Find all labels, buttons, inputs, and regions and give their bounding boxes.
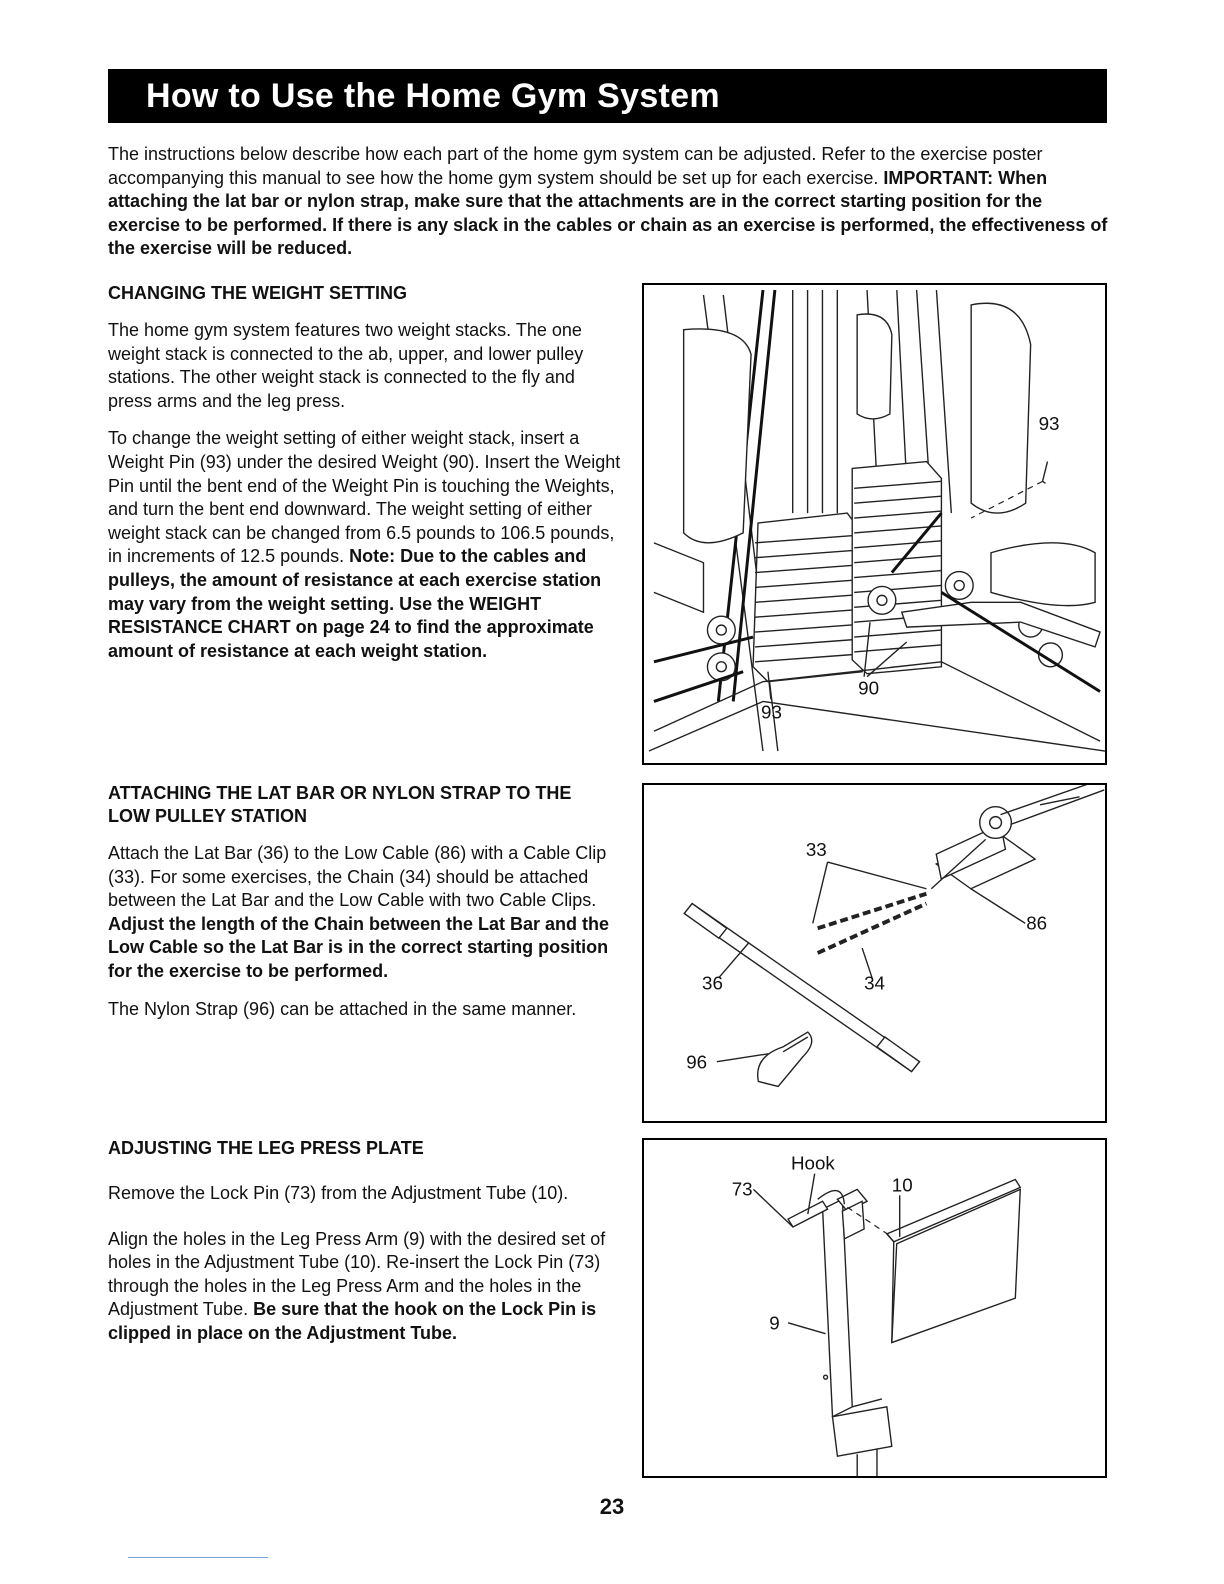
title-banner bbox=[108, 69, 1107, 123]
weight-setting-p2 bbox=[108, 427, 623, 663]
weight-stack-illustration bbox=[644, 285, 1105, 763]
leg-press-p2 bbox=[108, 1228, 623, 1346]
weight-setting-p2-text: To change the weight setting of either weight stack, insert a Weight Pin (93) under the desired Weight (90). Insert the Weight Pin until the bent end of the Weight Pin is touching the Weights, and turn the bent end downward. The weight setting of either weight stack can be changed from 6.5 pounds to 106.5 pounds, in increments of 12.5 pounds. bbox=[108, 428, 621, 567]
leg-press-p2-text: Align the holes in the Leg Press Arm (9) with the desired set of holes in the Adjustment Tube (10). Re-insert the Lock Pin (73) through the holes in the Leg Press Arm and the holes in the Adjustment Tube. bbox=[108, 1228, 606, 1320]
weight-pin-bottom-label: 93 bbox=[760, 701, 782, 723]
leg-press-arm-label: 9 bbox=[769, 1312, 780, 1334]
lat-bar-p1-text: Attach the Lat Bar (36) to the Low Cable (86) with a Cable Clip (33). For some exercises, the Chain (34) should be attached between the Lat Bar and the Low Cable with two Cable Clips. bbox=[108, 843, 607, 911]
adjustment-tube-label: 10 bbox=[891, 1174, 913, 1196]
page-number: 23 bbox=[599, 1494, 625, 1519]
leg-press-arm bbox=[823, 1199, 892, 1476]
nylon-strap-label: 96 bbox=[686, 1051, 708, 1073]
lock-pin-label: 73 bbox=[731, 1178, 753, 1200]
lat-bar-section bbox=[108, 782, 623, 1035]
weight-label: 90 bbox=[858, 677, 880, 699]
footer-divider bbox=[128, 1557, 268, 1558]
low-cable-label: 86 bbox=[1026, 912, 1048, 934]
leg-press-p1: Remove the Lock Pin (73) from the Adjustment Tube (10). bbox=[108, 1183, 569, 1203]
intro-important: IMPORTANT: When attaching the lat bar or nylon strap, make sure that the attachments are in the correct starting position for the exercise to be performed. If there is any slack in the cables or chain as an exercise is performed, the effectiveness of the exercise will be reduced. bbox=[108, 167, 1108, 258]
chain-label: 34 bbox=[864, 972, 885, 994]
lat-bar-label: 36 bbox=[702, 972, 723, 994]
weight-pin-top-label: 93 bbox=[1038, 412, 1060, 434]
weight-setting-section bbox=[108, 282, 623, 677]
intro-text: The instructions below describe how each part of the home gym system can be adjusted. Refer to the exercise poster accompanying this manual to see how the home gym system should be set up for each exercise. bbox=[108, 144, 1043, 188]
cable-clip-label: 33 bbox=[805, 839, 827, 861]
weight-setting-note: Note: Due to the cables and pulleys, the amount of resistance at each exercise station may vary from the weight setting. Use the WEIGHT RESISTANCE CHART on page 24 to find the approximate amount of resistance at each weight station. bbox=[108, 546, 602, 661]
leg-press-heading: ADJUSTING THE LEG PRESS PLATE bbox=[108, 1138, 424, 1158]
leg-press-note: Be sure that the hook on the Lock Pin is clipped in place on the Adjustment Tube. bbox=[108, 1299, 597, 1343]
lat-bar-illustration bbox=[644, 785, 1105, 1121]
weight-setting-p1: The home gym system features two weight stacks. The one weight stack is connected to the ab, upper, and lower pulley stations. The other weight stack is connected to the fly and press arms and the leg press. bbox=[108, 320, 584, 411]
lat-bar-heading: ATTACHING THE LAT BAR OR NYLON STRAP TO THE LOW PULLEY STATION bbox=[108, 783, 572, 826]
weight-stack-figure bbox=[642, 283, 1107, 765]
lat-bar-p2: The Nylon Strap (96) can be attached in the same manner. bbox=[108, 998, 577, 1019]
page-title: How to Use the Home Gym System bbox=[146, 77, 720, 115]
leg-press-figure bbox=[642, 1138, 1107, 1478]
leg-press-illustration bbox=[644, 1140, 1105, 1476]
weight-setting-heading: CHANGING THE WEIGHT SETTING bbox=[108, 283, 407, 303]
low-pulley-station bbox=[936, 785, 1104, 889]
hook-label: Hook bbox=[790, 1152, 835, 1174]
leg-press-section bbox=[108, 1137, 623, 1360]
lat-bar-note: Adjust the length of the Chain between the Lat Bar and the Low Cable so the Lat Bar is in the correct starting position for the exercise to be performed. bbox=[108, 913, 610, 981]
lat-bar-figure bbox=[642, 783, 1107, 1123]
lat-bar-p1 bbox=[108, 842, 623, 984]
nylon-strap bbox=[758, 1032, 812, 1086]
weight-stack-left bbox=[753, 513, 862, 682]
leg-press-plate bbox=[887, 1180, 1020, 1343]
intro-paragraph bbox=[108, 143, 1108, 261]
